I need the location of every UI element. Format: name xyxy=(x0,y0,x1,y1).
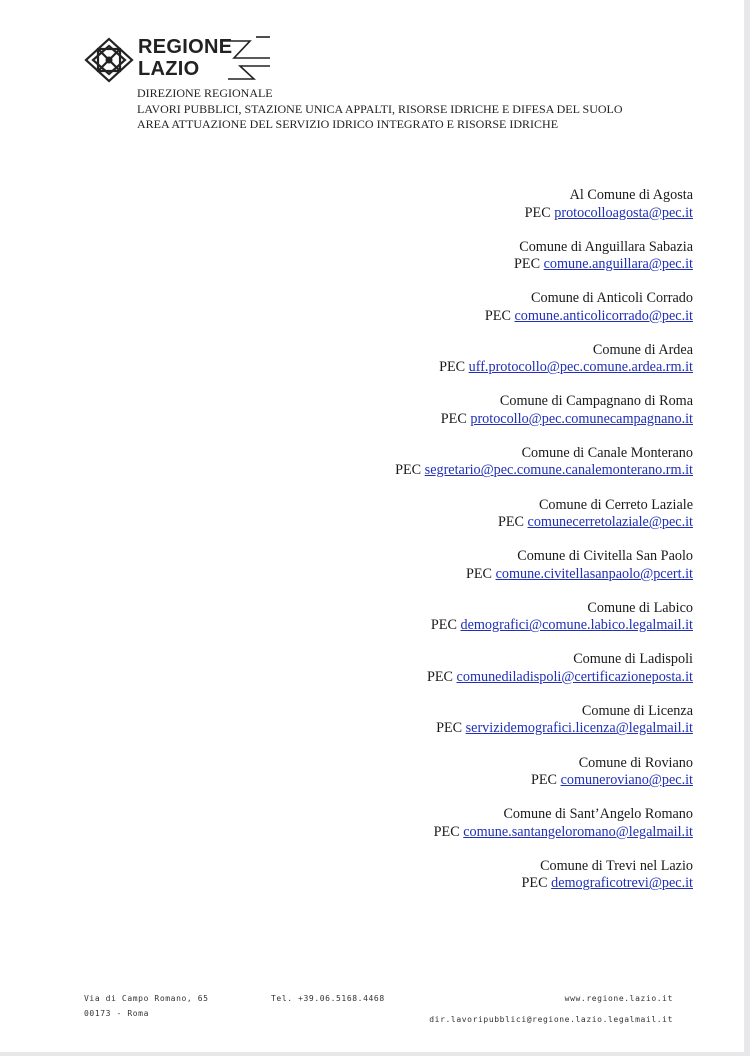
recipient-block xyxy=(133,858,693,893)
recipient-block xyxy=(133,703,693,738)
pec-email-link[interactable]: comuneroviano@pec.it xyxy=(560,772,693,789)
brand-line-1: REGIONE xyxy=(138,36,233,58)
recipient-pec-line xyxy=(133,772,693,790)
footer-address-line-1: Via di Campo Romano, 65 xyxy=(84,994,209,1003)
pec-email-link[interactable]: uff.protocollo@pec.comune.ardea.rm.it xyxy=(468,359,693,376)
recipient-pec-line xyxy=(133,875,693,893)
footer-website-link[interactable]: www.regione.lazio.it xyxy=(564,994,673,1003)
footer-address-line-2: 00173 - Roma xyxy=(84,1009,149,1018)
pec-label: PEC xyxy=(440,410,467,427)
recipient-pec-line xyxy=(133,617,693,635)
pec-email-link[interactable]: protocollo@pec.comunecampagnano.it xyxy=(470,410,693,427)
pec-label: PEC xyxy=(465,565,493,582)
recipient-name: Comune di Anguillara Sabazia xyxy=(519,238,693,255)
pec-email-link[interactable]: comune.anticolicorrado@pec.it xyxy=(514,307,693,324)
pec-email-link[interactable]: comune.santangeloromano@legalmail.it xyxy=(463,823,693,840)
recipient-name: Comune di Sant’Angelo Romano xyxy=(503,806,693,823)
pec-email-link[interactable]: demograficotrevi@pec.it xyxy=(551,875,693,892)
recipient-block xyxy=(133,445,693,480)
brand-wordmark xyxy=(138,36,232,80)
pec-label: PEC xyxy=(426,668,453,685)
recipient-block xyxy=(133,755,693,790)
brand-decoration-lines-icon xyxy=(220,36,272,84)
recipient-name: Comune di Trevi nel Lazio xyxy=(540,857,693,874)
recipient-block xyxy=(133,393,693,428)
department-line-3: AREA ATTUAZIONE DEL SERVIZIO IDRICO INTEGRATO E RISORSE IDRICHE xyxy=(137,117,559,131)
pec-email-link[interactable]: comunecerretolaziale@pec.it xyxy=(527,514,693,531)
recipient-name: Comune di Licenza xyxy=(581,702,693,719)
pec-label: PEC xyxy=(395,462,422,479)
department-line-1: DIREZIONE REGIONALE xyxy=(137,86,273,100)
footer-email-link[interactable]: dir.lavoripubblici@regione.lazio.legalmail.it xyxy=(429,1015,673,1024)
recipient-pec-line xyxy=(133,308,693,326)
recipient-pec-line xyxy=(133,411,693,429)
pec-email-link[interactable]: segretario@pec.comune.canalemonterano.rm.it xyxy=(424,462,693,479)
recipient-name: Comune di Ladispoli xyxy=(573,651,693,668)
recipient-block xyxy=(133,290,693,325)
recipient-block xyxy=(133,342,693,377)
pec-email-link[interactable]: protocolloagosta@pec.it xyxy=(554,204,693,221)
recipient-pec-line xyxy=(133,359,693,377)
recipient-block xyxy=(133,600,693,635)
pec-label: PEC xyxy=(430,617,457,634)
pec-email-link[interactable]: comune.anguillara@pec.it xyxy=(543,256,693,273)
pec-email-link[interactable]: servizidemografici.licenza@legalmail.it xyxy=(465,720,693,737)
footer-telephone: Tel. +39.06.5168.4468 xyxy=(271,994,385,1003)
recipient-name: Comune di Labico xyxy=(587,599,693,616)
department-header xyxy=(137,86,623,133)
pec-label: PEC xyxy=(521,875,548,892)
recipient-pec-line xyxy=(133,824,693,842)
pec-label: PEC xyxy=(436,720,463,737)
recipient-pec-line xyxy=(133,462,693,480)
pec-label: PEC xyxy=(484,307,511,324)
pec-label: PEC xyxy=(439,359,466,376)
recipient-block xyxy=(133,497,693,532)
recipient-name: Al Comune di Agosta xyxy=(569,187,693,203)
brand-line-2: LAZIO xyxy=(138,58,200,80)
recipient-pec-line xyxy=(133,669,693,687)
recipient-name: Comune di Anticoli Corrado xyxy=(531,290,693,307)
recipient-pec-line xyxy=(133,514,693,532)
pec-email-link[interactable]: comune.civitellasanpaolo@pcert.it xyxy=(495,565,693,582)
recipient-name: Comune di Canale Monterano xyxy=(521,444,693,461)
recipient-block xyxy=(133,187,693,222)
pec-label: PEC xyxy=(530,772,558,789)
department-line-2: LAVORI PUBBLICI, STAZIONE UNICA APPALTI, RISORSE IDRICHE E DIFESA DEL SUOLO xyxy=(137,101,623,116)
recipient-name: Comune di Cerreto Laziale xyxy=(538,496,693,513)
pec-email-link[interactable]: comunediladispoli@certificazioneposta.it xyxy=(456,668,693,685)
recipient-pec-line xyxy=(133,256,693,274)
recipient-name: Comune di Civitella San Paolo xyxy=(517,548,693,565)
recipient-name: Comune di Campagnano di Roma xyxy=(499,393,693,410)
regione-lazio-emblem-icon xyxy=(84,37,134,83)
recipient-block xyxy=(133,651,693,686)
recipient-pec-line xyxy=(133,566,693,584)
pec-email-link[interactable]: demografici@comune.labico.legalmail.it xyxy=(460,617,693,634)
pec-label: PEC xyxy=(514,256,541,273)
recipient-name: Comune di Ardea xyxy=(592,341,693,358)
recipient-block xyxy=(133,806,693,841)
recipient-pec-line xyxy=(133,205,693,223)
recipient-pec-line xyxy=(133,720,693,738)
recipient-block xyxy=(133,239,693,274)
recipient-list xyxy=(133,187,693,909)
recipient-name: Comune di Roviano xyxy=(578,754,693,771)
recipient-block xyxy=(133,548,693,583)
pec-label: PEC xyxy=(497,514,524,531)
pec-label: PEC xyxy=(524,204,551,221)
pec-label: PEC xyxy=(433,823,460,840)
